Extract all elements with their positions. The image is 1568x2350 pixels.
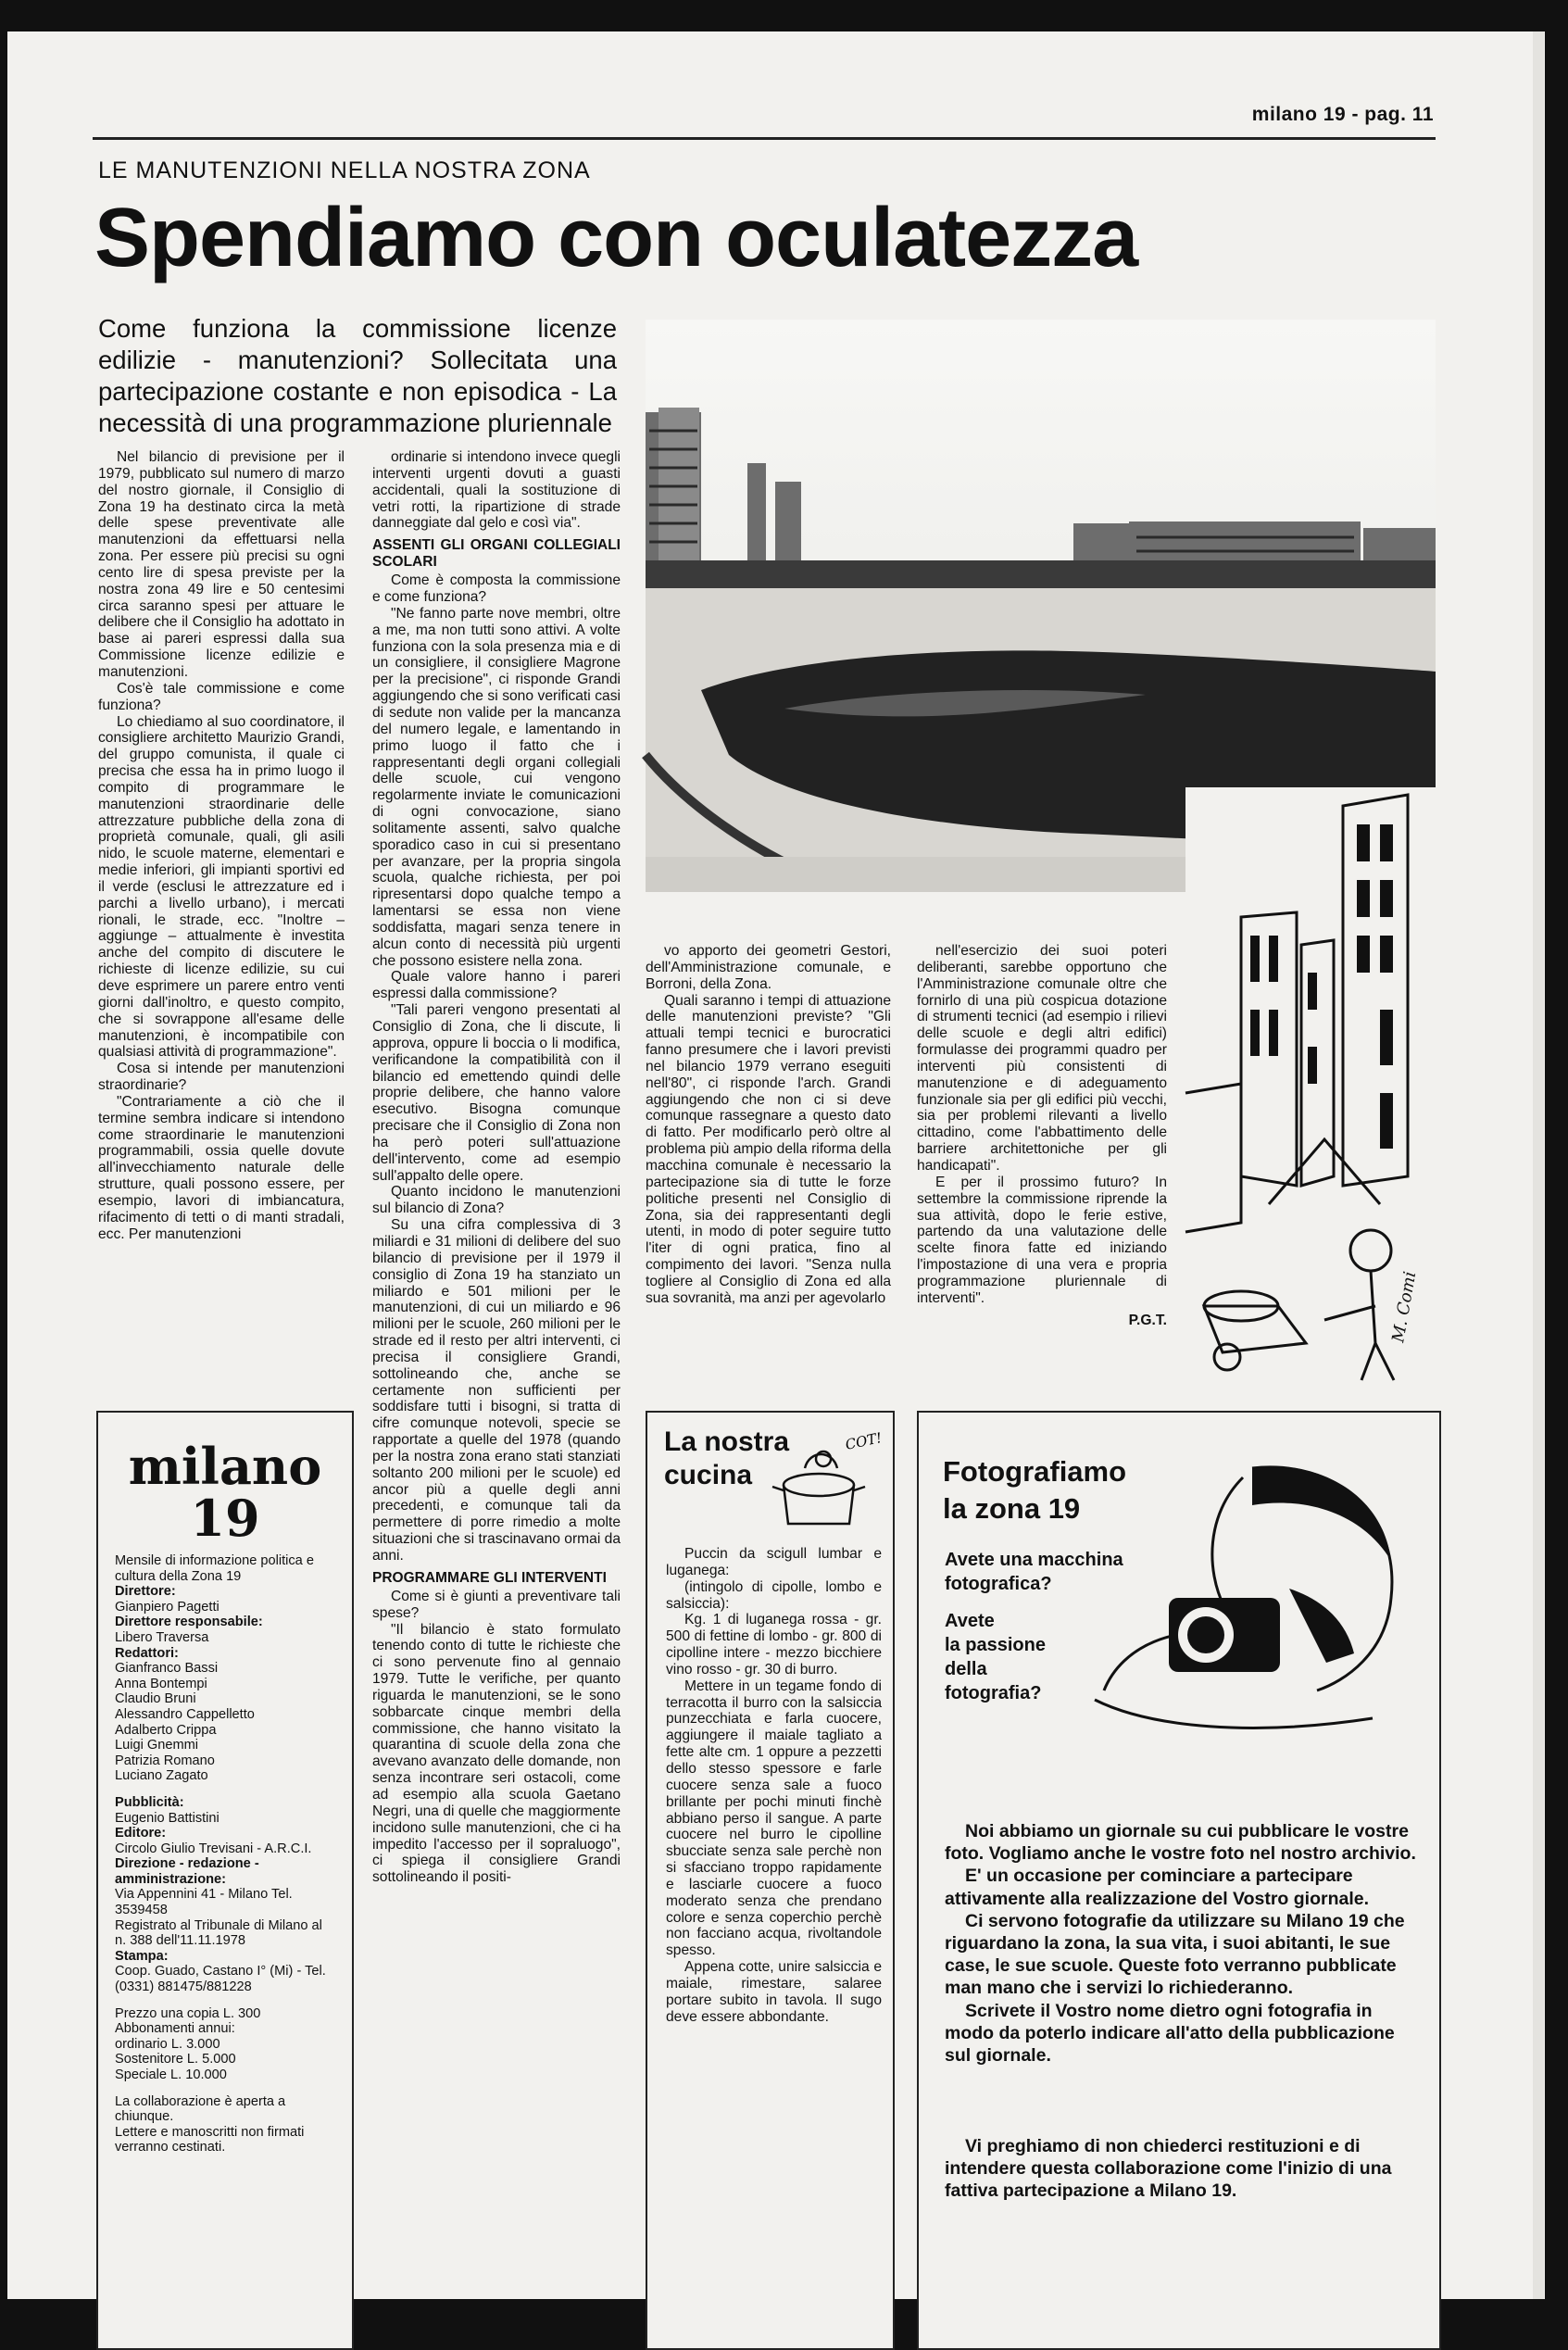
masthead-line: Direttore: bbox=[115, 1584, 176, 1600]
pot-doodle-text: COT! bbox=[844, 1429, 884, 1453]
masthead-line: Sostenitore L. 5.000 bbox=[115, 2052, 236, 2067]
page-number-header: milano 19 - pag. 11 bbox=[1251, 104, 1434, 125]
recipe-paragraph: (intingolo di cipolle, lombo e salsiccia): bbox=[666, 1578, 882, 1612]
photography-question-2-line2: la passione bbox=[945, 1635, 1046, 1655]
article-paragraph: "Tali pareri vengono presentati al Consiglio di Zona, che li discute, li approva, oppure li boccia o li modifica, verificandone la compatibilità con il bilancio ed emettendo quindi delle proprie delibere, che hanno valore esecutivo. Bisogna comunque precisare che il Consiglio di Zona non ha però poteri sull'attuazione dell'intervento, come ad esempio sull'appalto delle opere. bbox=[372, 1002, 621, 1184]
photography-text bbox=[919, 1820, 1437, 2067]
cooking-pot-icon bbox=[768, 1429, 884, 1533]
masthead-line: ordinario L. 3.000 bbox=[115, 2036, 220, 2052]
masthead-line: Gianpiero Pagetti bbox=[115, 1599, 220, 1615]
photography-closing: Vi preghiamo di non chiederci restituzioni e di intendere questa collaborazione come l'inizio di una fattiva partecipazione a Milano 19. bbox=[945, 2136, 1392, 2202]
photography-title-line1: Fotografiamo bbox=[943, 1455, 1127, 1488]
photography-paragraph: Noi abbiamo un giornale su cui pubblicare le vostre foto. Vogliamo anche le vostre foto nel nostro archivio. bbox=[945, 1821, 1416, 1865]
page-edge bbox=[1533, 31, 1544, 2299]
recipe-paragraph: Kg. 1 di luganega rossa - gr. 500 di fettine di lombo - gr. 800 di cipolline intere - mezzo bicchiere vino rosso - gr. 30 di burro. bbox=[666, 1612, 882, 1678]
masthead-box bbox=[96, 1411, 354, 2350]
masthead-line: Libero Traversa bbox=[115, 1629, 209, 1645]
recipe-paragraph: Appena cotte, unire salsiccia e maiale, rimestare, salaree portare subito in tavola. Il sugo deve essere abbondante. bbox=[666, 1959, 882, 2025]
masthead-name-line2: 19 bbox=[190, 1489, 260, 1548]
article-paragraph: Cos'è tale commissione e come funziona? bbox=[98, 680, 345, 713]
masthead-line: Stampa: bbox=[115, 1948, 169, 1964]
masthead-line: Direttore responsabile: bbox=[115, 1615, 263, 1630]
article-paragraph: "Contrariamente a ciò che il termine sembra indicare si intendono come straordinarie le manutenzioni programmabili, ossia quelle dovute all'invecchiamento naturale delle strutture, quali possono essere, per esempio, lavori di imbiancatura, rifacimento di tetti o di manti stradali, ecc. Per manutenzioni bbox=[98, 1093, 345, 1242]
masthead-line bbox=[115, 2083, 335, 2094]
section-kicker: LE MANUTENZIONI NELLA NOSTRA ZONA bbox=[98, 157, 591, 183]
article-paragraph: "Ne fanno parte nove membri, oltre a me, ma non tutti sono attivi. A volte funziona con la sola presenza mia e di un consigliere, il consigliere Magrone per la precisione", ci risponde Grandi aggiungendo che si sono verificati casi di sedute non valide per la mancanza del numero legale, e lamentando in primo luogo il fatto che i rappresentanti degli organi collegiali delle scuole, cui vengono regolarmente inviate le comunicazioni di ogni convocazione, siano solitamente assenti, salvo qualche sporadico caso in cui si presentano per avanzare, per la propria singola scuola, qualche richiesta, per poi ripresentarsi dopo qualche tempo a lamentarsi se essa non viene soddisfatta, magari senza tenere in alcun conto di necessità più urgenti che possono esistere nella zona. bbox=[372, 605, 621, 969]
article-column-2 bbox=[372, 449, 621, 1886]
masthead-line: Patrizia Romano bbox=[115, 1753, 215, 1768]
photography-paragraph: E' un occasione per cominciare a partecipare attivamente alla realizzazione del Vostro giornale. bbox=[945, 1866, 1370, 1909]
recipe-paragraph: Puccin da scigull lumbar e luganega: bbox=[666, 1546, 882, 1578]
sketch-buildings-wheelbarrow bbox=[1185, 787, 1436, 1380]
sketch-signature: M. Comi bbox=[1388, 1270, 1421, 1344]
recipe-title-line1: La nostra bbox=[664, 1426, 790, 1457]
masthead-line: La collaborazione è aperta a chiunque. bbox=[115, 2093, 286, 2125]
photography-question-1-line2: fotografica? bbox=[945, 1574, 1052, 1594]
masthead-line: Adalberto Crippa bbox=[115, 1722, 217, 1738]
article-paragraph: Quanto incidono le manutenzioni sul bilancio di Zona? bbox=[372, 1184, 621, 1217]
masthead-line bbox=[115, 1995, 335, 2006]
masthead-line: Mensile di informazione politica e cultura della Zona 19 bbox=[115, 1553, 314, 1584]
article-column-1 bbox=[98, 449, 345, 1243]
recipe-paragraph: Mettere in un tegame fondo di terracotta il burro con la salsiccia punzecchiata e farla cuocere, aggiungere il maiale tagliato a fette alte cm. 1 oppure a pezzetti dello stesso spessore e farle cuocere senza sale a fuoco brillante per pochi minuti finchè abbiano perso il sangue. A parte cuocere nel burro le cipolline sbucciate senza sale perchè non si sfacciano troppo rapidamente e lasciarle cuocere a fuoco moderato senza che prendano colore e senza coperchio perchè non facciano acqua, rivoltandole spesso. bbox=[666, 1678, 882, 1959]
masthead-line: Anna Bontempi bbox=[115, 1676, 207, 1691]
masthead-line: Claudio Bruni bbox=[115, 1691, 196, 1707]
masthead-line: Redattori: bbox=[115, 1645, 179, 1661]
masthead-line: Coop. Guado, Castano I° (Mi) - Tel. (0331) 881475/881228 bbox=[115, 1964, 326, 1995]
article-title: Spendiamo con oculatezza bbox=[94, 192, 1138, 284]
recipe-box bbox=[646, 1411, 895, 2350]
article-paragraph: Come si è giunti a preventivare tali spese? bbox=[372, 1588, 621, 1621]
masthead-line: Pubblicità: bbox=[115, 1794, 184, 1810]
masthead-line: Luciano Zagato bbox=[115, 1768, 208, 1784]
photography-question-2-line4: fotografia? bbox=[945, 1683, 1042, 1703]
masthead-line: Via Appennini 41 - Milano Tel. 3539458 bbox=[115, 1887, 293, 1918]
article-paragraph: Lo chiediamo al suo coordinatore, il consigliere architetto Maurizio Grandi, del gruppo comunista, il quale ci precisa che essa ha in primo luogo il compito di programmare le manutenzioni straordinarie delle attrezzature pubbliche della zona di proprietà comunale, quali, gli asili nido, le scuole materne, elementari e medie inferiori, gli impianti sportivi ed il verde (esclusi le attrezzature ed i parchi a livello urbano), i mercati rionali, le strade, ecc. "Inoltre – aggiunge – attualmente è investita anche del compito di discutere le richieste di licenze edilizie, su cui deve esprimere un parere entro venti giorni dall'inoltro, e questo compito, che si sovrappone all'esame delle manutenzioni, è incompatibile con qualsiasi attività di programmazione". bbox=[98, 713, 345, 1061]
photography-question-2-line3: della bbox=[945, 1659, 987, 1679]
masthead-line: Abbonamenti annui: bbox=[115, 2021, 235, 2037]
article-column-4 bbox=[917, 943, 1167, 1328]
article-paragraph: Quali saranno i tempi di attuazione delle manutenzioni previste? "Gli attuali tempi tecnici e burocratici fanno presumere che i lavori previsti nel bilancio 1979 verrano eseguiti nell'80", ci risponde l'arch. Grandi aggiungendo che non ci si deve comunque rassegnare a questo dato di fatto. Per modificarlo però oltre al problema più ampio della riforma della macchina comunale è necessario la partecipazione sia di tutte le forze politiche presenti nel Consiglio di Zona, sia dei rappresentanti degli utenti, in modo di poter seguire tutto l'iter di ogni pratica, fino al compimento dei lavori. "Senza nulla togliere al Consiglio di Zona ed alla sua sovranità, ma anzi per agevolarlo bbox=[646, 992, 891, 1306]
masthead-line: Lettere e manoscritti non firmati verranno cestinati. bbox=[115, 2124, 305, 2155]
masthead-line: Speciale L. 10.000 bbox=[115, 2067, 227, 2082]
author-signature: P.G.T. bbox=[1128, 1312, 1167, 1328]
article-paragraph: "Il bilancio è stato formulato tenendo conto di tutte le richieste che ci sono pervenute fino al gennaio 1979. Tutte le verifiche, per quanto riguarda le manutenzioni, se le sono sobbarcate cinque membri della commissione, che hanno visitato la quarantina di scuole della zona che avevano avanzato delle domande, non senza incontrare seri ostacoli, come ad esempio alla scuola Gaetano Negri, una di quelle che maggiormente incidono sulle manutenzioni, che ci ha impedito l'accesso per il sopraluogo", ci spiega il consigliere Grandi sottolineando il positi- bbox=[372, 1621, 621, 1886]
masthead-line: Direzione - redazione - amministrazione: bbox=[115, 1856, 259, 1887]
header-rule bbox=[93, 137, 1436, 140]
article-paragraph: vo apporto dei geometri Gestori, dell'Amministrazione comunale, e Borroni, della Zona. bbox=[646, 943, 891, 992]
photographer-illustration bbox=[1067, 1459, 1419, 1746]
article-paragraph: Quale valore hanno i pareri espressi dalla commissione? bbox=[372, 969, 621, 1002]
masthead-credits bbox=[98, 1544, 352, 2165]
article-paragraph: Su una cifra complessiva di 3 miliardi e 31 milioni di delibere del suo bilancio di previsione per il 1979 il consiglio di Zona 19 ha stanziato un miliardo e 501 milioni per le manutenzioni, di cui un miliardo e 96 milioni per le scuole, 260 milioni per le strade ed il resto per altri interventi, ci precisa il consigliere Grandi, sottolineando che, anche se certamente non sufficienti per soddisfare tutti i bisogni, si tratta di cifre comunque notevoli, specie se rapportate a quelle del 1978 (quando per la nostra zona erano stati stanziati soltanto 200 milioni per le scuole) ed ancor più a quelle degli anni precedenti, e comunque tali da permettere di porre rimedio a molte situazioni che si trascinavano ormai da anni. bbox=[372, 1217, 621, 1564]
article-paragraph: Nel bilancio di previsione per il 1979, pubblicato sul numero di marzo del nostro giornale, il Consiglio di Zona 19 ha destinato circa la metà delle spese preventivate alle manutenzioni da effettuarsi nella zona. Per essere più precisi su ogni cento lire di spesa previste per la nostra zona 49 lire e 50 centesimi circa saranno spesi per attuare le delibere che il Consiglio ha adottato in base ai pareri espressi dalla sua Commissione licenze edilizie e manutenzioni. bbox=[98, 449, 345, 680]
masthead-line bbox=[115, 1784, 335, 1795]
masthead-title bbox=[98, 1437, 352, 1548]
photography-paragraph: Scrivete il Vostro nome dietro ogni fotografia in modo da poterlo indicare all'atto della pubblicazione sul giornale. bbox=[945, 2000, 1395, 2067]
article-paragraph: Come è composta la commissione e come funziona? bbox=[372, 572, 621, 606]
recipe-text bbox=[647, 1546, 893, 2025]
article-paragraph: nell'esercizio dei suoi poteri deliberanti, sarebbe opportuno che l'Amministrazione comunale oltre che fornirlo di una più cospicua dotazione di strumenti tecnici (ad esempio i rilievi delle scuole e degli altri edifici) formulasse dei programmi quadro per interventi più consistenti di manutenzione e di adeguamento funzionale sia per gli edifici più vecchi, sia per problemi rilevanti a livello cittadino, come l'abbattimento delle barriere architettoniche per gli handicapati". bbox=[917, 943, 1167, 1174]
photography-paragraph: Ci servono fotografie da utilizzare su Milano 19 che riguardano la zona, la sua vita, i suoi abitanti, le sue case, le sue scuole. Queste foto verranno pubblicate man mano che i servizi lo richiederanno. bbox=[945, 1910, 1405, 1999]
article-paragraph: ordinarie si intendono invece quegli interventi urgenti dovuti a guasti accidentali, quali la sostituzione di vetri rotti, la ripartizione di strade danneggiate dal gelo e così via". bbox=[372, 449, 621, 532]
masthead-line: Alessandro Cappelletto bbox=[115, 1706, 255, 1722]
masthead-name-line1: milano bbox=[128, 1437, 322, 1496]
article-lede: Come funziona la commissione licenze edilizie - manutenzioni? Sollecitata una partecipazione costante e non episodica - La necessità di una programmazione pluriennale bbox=[98, 314, 617, 437]
masthead-line: Gianfranco Bassi bbox=[115, 1661, 219, 1677]
recipe-title-line2: cucina bbox=[664, 1460, 753, 1490]
cartoon-sketch bbox=[1185, 787, 1436, 1380]
article-paragraph: E per il prossimo futuro? In settembre la commissione riprende la sua attività, dopo le ferie estive, partendo da una valutazione delle scelte finora fatte ed iniziando l'impostazione di una vera e propria programmazione pluriennale di interventi". bbox=[917, 1174, 1167, 1306]
masthead-line: Luigi Gnemmi bbox=[115, 1738, 199, 1753]
masthead-line: Registrato al Tribunale di Milano al n. 388 dell'11.11.1978 bbox=[115, 1917, 322, 1949]
photography-question-1-line1: Avete una macchina bbox=[945, 1550, 1123, 1570]
masthead-line: Prezzo una copia L. 300 bbox=[115, 2005, 261, 2021]
section-subheading: PROGRAMMARE GLI INTERVENTI bbox=[372, 1569, 607, 1586]
masthead-line: Eugenio Battistini bbox=[115, 1810, 220, 1826]
article-paragraph: Cosa si intende per manutenzioni straordinarie? bbox=[98, 1061, 345, 1094]
section-subheading: ASSENTI GLI ORGANI COLLEGIALI SCOLARI bbox=[372, 537, 621, 571]
photography-box bbox=[917, 1411, 1441, 2350]
photography-question-2-line1: Avete bbox=[945, 1611, 995, 1631]
photography-title-line2: la zona 19 bbox=[943, 1492, 1081, 1525]
masthead-line: Circolo Giulio Trevisani - A.R.C.I. bbox=[115, 1841, 312, 1856]
article-column-3 bbox=[646, 943, 891, 1307]
masthead-line: Editore: bbox=[115, 1826, 167, 1841]
